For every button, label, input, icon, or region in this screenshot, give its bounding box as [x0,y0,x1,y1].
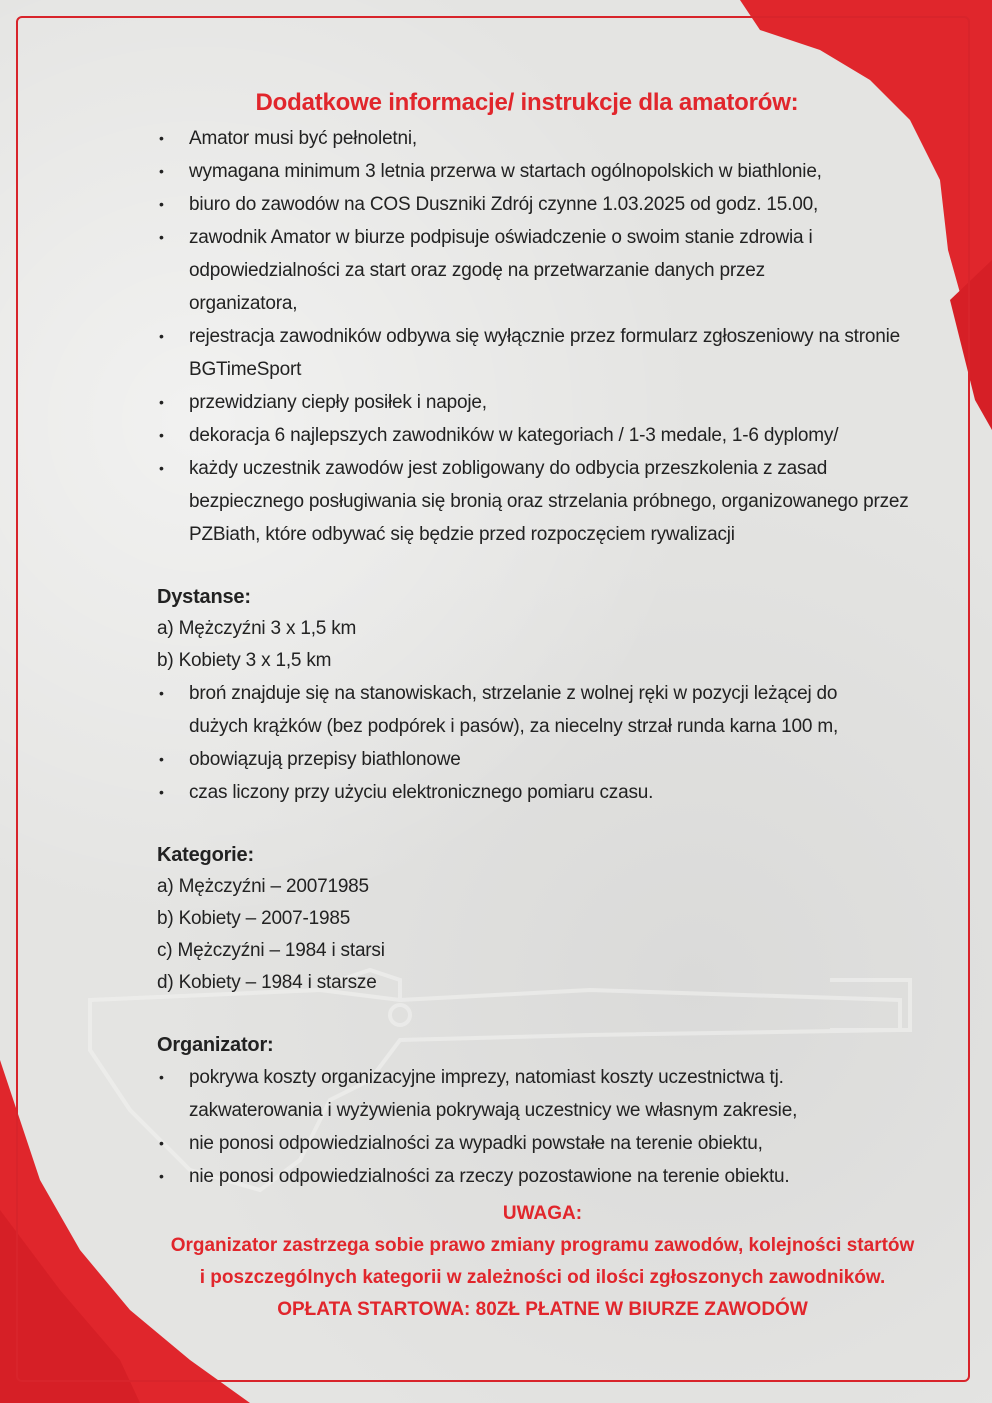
list-item: • każdy uczestnik zawodów jest zobligowany do odbycia przeszkolenia z zasad bezpiecznego posługiwania się bronią oraz strzelania próbnego, organizowanego przez PZBiath, które odbywać się będzie przed rozpoczęciem rywalizacji [157,452,924,551]
page-heading: Dodatkowe informacje/ instrukcje dla amatorów: [255,89,799,116]
category-line: c) Mężczyźni – 1984 i starsi [157,940,385,961]
main-content [157,86,937,1193]
list-item: • Amator musi być pełnoletni, [157,122,937,155]
notice-block [160,1198,925,1326]
list-item: • czas liczony przy użyciu elektronicznego pomiaru czasu. [157,776,937,809]
category-line: a) Mężczyźni – 20071985 [157,876,369,897]
organizer-title: Organizator: [157,1034,274,1056]
organizer-list [157,1061,937,1193]
category-line: d) Kobiety – 1984 i starsze [157,972,377,993]
notice-line: Organizator zastrzega sobie prawo zmiany programu zawodów, kolejności startów [170,1235,915,1256]
list-item: • broń znajduje się na stanowiskach, strzelanie z wolnej ręki w pozycji leżącej do dużych krążków (bez podpórek i pasów), za niecelny strzał runda karna 100 m, [157,677,869,743]
category-line: b) Kobiety – 2007-1985 [157,908,351,929]
list-item: • pokrywa koszty organizacyjne imprezy, natomiast koszty uczestnictwa tj. zakwaterowania i wyżywienia pokrywają uczestnicy we własnym zakresie, [157,1061,849,1127]
notice-title: UWAGA: [502,1203,583,1224]
amateur-info-list [157,122,937,551]
distance-line: a) Mężczyźni 3 x 1,5 km [157,618,357,639]
distance-line: b) Kobiety 3 x 1,5 km [157,650,332,671]
categories-title: Kategorie: [157,844,254,866]
entry-fee: OPŁATA STARTOWA: 80ZŁ PŁATNE W BIURZE ZAWODÓW [277,1299,808,1320]
list-item: • nie ponosi odpowiedzialności za rzeczy pozostawione na terenie obiektu. [157,1160,937,1193]
list-item: • zawodnik Amator w biurze podpisuje oświadczenie o swoim stanie zdrowia i odpowiedzialności za start oraz zgodę na przetwarzanie danych przez organizatora, [157,221,849,320]
list-item: • nie ponosi odpowiedzialności za wypadki powstałe na terenie obiektu, [157,1127,937,1160]
list-item: • biuro do zawodów na COS Duszniki Zdrój czynne 1.03.2025 od godz. 15.00, [157,188,937,221]
list-item: • przewidziany ciepły posiłek i napoje, [157,386,937,419]
notice-line: i poszczególnych kategorii w zależności od ilości zgłoszonych zawodników. [199,1267,886,1288]
distance-rules-list [157,677,937,809]
list-item: • dekoracja 6 najlepszych zawodników w kategoriach / 1-3 medale, 1-6 dyplomy/ [157,419,937,452]
distances-title: Dystanse: [157,586,251,608]
list-item: • obowiązują przepisy biathlonowe [157,743,937,776]
list-item: • wymagana minimum 3 letnia przerwa w startach ogólnopolskich w biathlonie, [157,155,937,188]
list-item: • rejestracja zawodników odbywa się wyłącznie przez formularz zgłoszeniowy na stronie BGTimeSport [157,320,929,386]
